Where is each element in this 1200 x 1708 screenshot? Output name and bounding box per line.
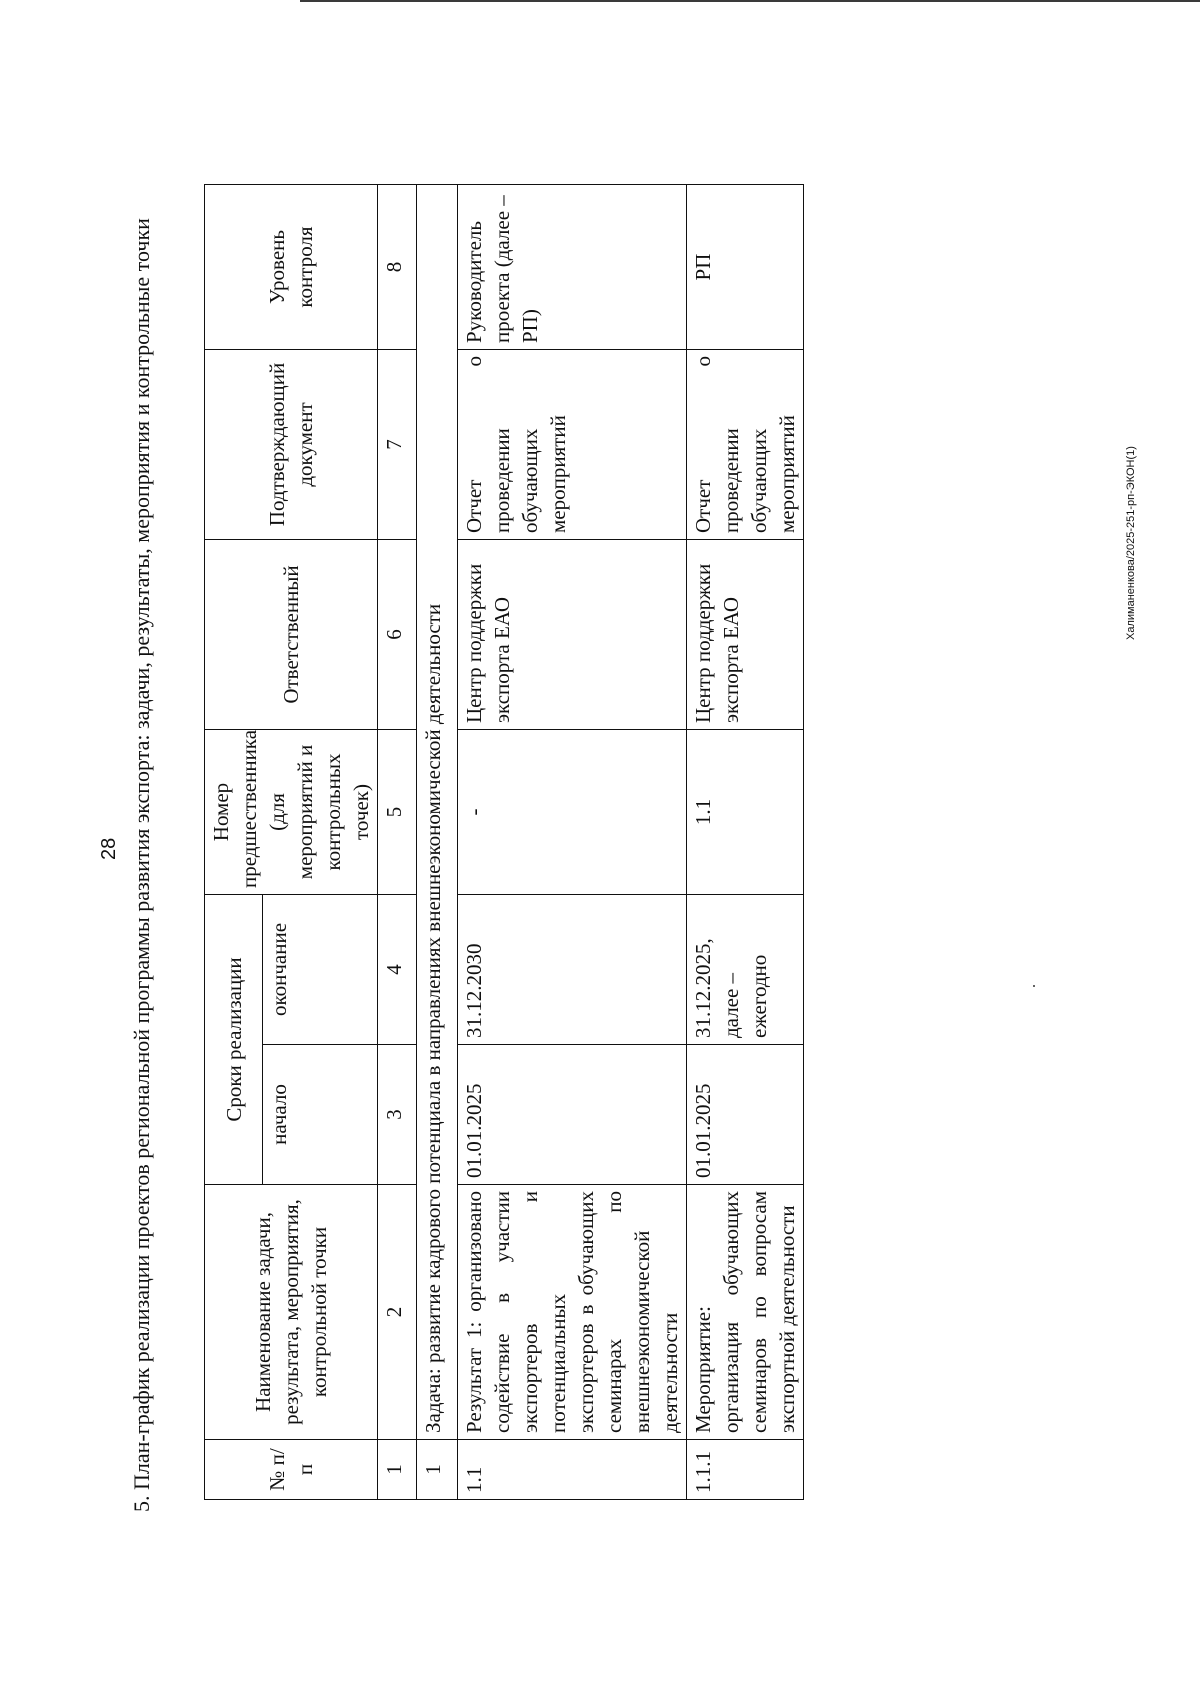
column-number: 4 <box>378 895 417 1045</box>
task-text: Задача: развитие кадрового потенциала в направлениях внешнеэкономической деятельности <box>417 185 458 1440</box>
scan-edge-line <box>300 0 1200 2</box>
row-responsible: Центр поддержки экспорта ЕАО <box>687 540 804 730</box>
table-row <box>458 185 687 1500</box>
row-end-date: 31.12.2025, далее – ежегодно <box>687 895 804 1045</box>
task-num: 1 <box>417 1440 458 1500</box>
column-number: 2 <box>378 1185 417 1440</box>
header-document: Подтверждающий документ <box>205 350 378 540</box>
row-responsible: Центр поддержки экспорта ЕАО <box>458 540 687 730</box>
document-code: Халиманенкова/2025-251-рп-ЭКОН(1) <box>1125 446 1137 640</box>
landscape-page <box>128 110 1078 1620</box>
row-start-date: 01.01.2025 <box>687 1045 804 1185</box>
row-predecessor: - <box>458 730 687 895</box>
page-number: 28 <box>98 837 120 860</box>
header-row-1 <box>205 185 263 1500</box>
column-number: 3 <box>378 1045 417 1185</box>
header-num: № п/п <box>205 1440 378 1500</box>
row-start-date: 01.01.2025 <box>458 1045 687 1185</box>
row-num: 1.1 <box>458 1440 687 1500</box>
column-number: 5 <box>378 730 417 895</box>
row-name: Результат 1: организовано содействие в участии экспортеров и потенциальных экспортеров в обучающих семинарах по внешнеэкономической деятельности <box>458 1185 687 1440</box>
row-document: Отчет о проведении обучающих мероприятий <box>687 350 804 540</box>
section-title: 5. План-график реализации проектов региональной программы развития экспорта: задачи, результаты, мероприятия и контрольные точки <box>129 218 154 1512</box>
column-number: 8 <box>378 185 417 350</box>
header-control: Уровень контроля <box>205 185 378 350</box>
header-start: начало <box>263 1045 378 1185</box>
column-number: 7 <box>378 350 417 540</box>
row-end-date: 31.12.2030 <box>458 895 687 1045</box>
row-control: РП <box>687 185 804 350</box>
plan-schedule-table <box>204 184 804 1500</box>
row-predecessor: 1.1 <box>687 730 804 895</box>
column-number: 1 <box>378 1440 417 1500</box>
row-name: Мероприятие: организация обучающих семинаров по вопросам экспортной деятельности <box>687 1185 804 1440</box>
header-responsible: Ответственный <box>205 540 378 730</box>
column-number: 6 <box>378 540 417 730</box>
task-row <box>417 185 458 1500</box>
column-number-row <box>378 185 417 1500</box>
header-predecessor: Номер предшественника (для мероприятий и контрольных точек) <box>205 730 378 895</box>
header-end: окончание <box>263 895 378 1045</box>
header-name: Наименование задачи, результата, мероприятия, контрольной точки <box>205 1185 378 1440</box>
row-document: Отчет о проведении обучающих мероприятий <box>458 350 687 540</box>
header-period: Сроки реализации <box>205 895 263 1185</box>
row-control: Руководитель проекта (далее – РП) <box>458 185 687 350</box>
table-row <box>687 185 804 1500</box>
row-num: 1.1.1 <box>687 1440 804 1500</box>
